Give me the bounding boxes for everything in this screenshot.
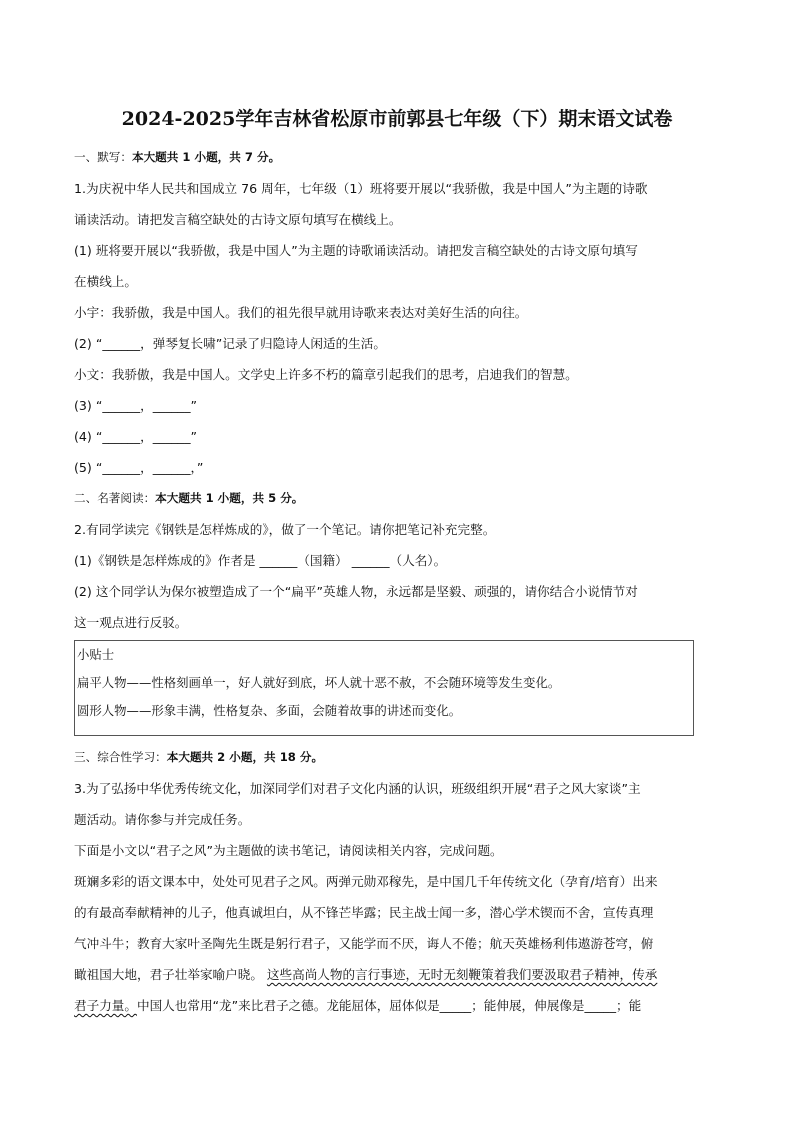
underlined-sentence: 这些高尚人物的言行事迹，无时无刻鞭策着我们要汲取君子精神，传承 (266, 967, 658, 982)
question-text: 下面是小文以“君子之风”为主题做的读书笔记，请阅读相关内容，完成问题。 (74, 843, 503, 858)
passage-line: 斑斓多彩的语文课本中，处处可见君子之风。两弹元勋邓稼先，是中国几千年传统文化（孕育/培育）出来 (74, 874, 658, 889)
passage-line: 的有最高奉献精神的儿子，他真诚坦白，从不锋芒毕露；民主战士闻一多，潜心学术锲而不舍，宣传真理 (74, 905, 654, 920)
sub-question: 在横线上。 (74, 274, 137, 289)
fill-blank-question: (5) “______，______，” (74, 460, 204, 475)
question-text: 3.为了弘扬中华优秀传统文化，加深同学们对君子文化内涵的认识，班级组织开展“君子之风大家谈”主 (74, 781, 641, 796)
section-info: 本大题共 1 小题，共 7 分。 (131, 150, 281, 164)
passage-line: 气冲斗牛；教育大家叶圣陶先生既是躬行君子，又能学而不厌，诲人不倦；航天英雄杨利伟遨游苍穹，俯 (74, 936, 654, 951)
tips-flat-character: 扁平人物——性格刻画单一，好人就好到底，坏人就十恶不赦，不会随环境等发生变化。 (77, 675, 561, 690)
question-text: 诵读活动。请把发言稿空缺处的古诗文原句填写在横线上。 (74, 212, 402, 227)
exam-title: 2024-2025学年吉林省松原市前郭县七年级（下）期末语文试卷 (121, 108, 673, 130)
sub-question: 这一观点进行反驳。 (74, 615, 188, 630)
fill-blank-question: (2) “______，弹琴复长啸”记录了归隐诗人闲适的生活。 (74, 336, 386, 351)
section-info: 本大题共 1 小题，共 5 分。 (155, 491, 304, 505)
fill-blank-question: (4) “______，______” (74, 429, 198, 444)
section-label: 一、默写： (74, 150, 132, 164)
underlined-sentence: 君子力量。 (74, 998, 137, 1013)
question-text: 1.为庆祝中华人民共和国成立 76 周年，七年级（1）班将要开展以“我骄傲，我是中国人”为主题的诗歌 (74, 181, 648, 196)
fill-blank-question: (3) “______，______” (74, 398, 198, 413)
section-label: 二、名著阅读： (74, 491, 156, 505)
dialogue-line: 小文：我骄傲，我是中国人。文学史上许多不朽的篇章引起我们的思考，启迪我们的智慧。 (74, 367, 578, 382)
exam-content (74, 142, 724, 1021)
tips-title: 小贴士 (77, 647, 115, 662)
section-heading-1 (74, 142, 724, 173)
passage-text: 瞰祖国大地，君子壮举家喻户晓。 (74, 967, 267, 982)
section-label: 三、综合性学习： (74, 750, 167, 764)
passage-text: 中国人也常用“龙”来比君子之德。龙能屈体，屈体似是_____；能伸展，伸展像是_____；能 (136, 998, 642, 1013)
question-text: 2.有同学读完《钢铁是怎样炼成的》，做了一个笔记。请你把笔记补充完整。 (74, 522, 496, 537)
tips-round-character: 圆形人物——形象丰满，性格复杂、多面，会随着故事的讲述而变化。 (77, 703, 462, 718)
fill-blank-question: (1)《钢铁是怎样炼成的》作者是 ______（国籍） ______（人名）。 (74, 553, 447, 568)
passage-line (74, 959, 724, 990)
sub-question: (1) 班将要开展以“我骄傲，我是中国人”为主题的诗歌诵读活动。请把发言稿空缺处的古诗文原句填写 (74, 243, 638, 258)
section-heading-3 (74, 742, 724, 773)
dialogue-line: 小宇：我骄傲，我是中国人。我们的祖先很早就用诗歌来表达对美好生活的向往。 (74, 305, 528, 320)
section-heading-2 (74, 483, 724, 514)
passage-line (74, 990, 724, 1021)
question-text: 题活动。请你参与并完成任务。 (74, 812, 251, 827)
sub-question: (2) 这个同学认为保尔被塑造成了一个“扁平”英雄人物，永远都是坚毅、顽强的，请你结合小说情节对 (74, 584, 638, 599)
tips-box (74, 640, 694, 736)
section-info: 本大题共 2 小题，共 18 分。 (166, 750, 324, 764)
